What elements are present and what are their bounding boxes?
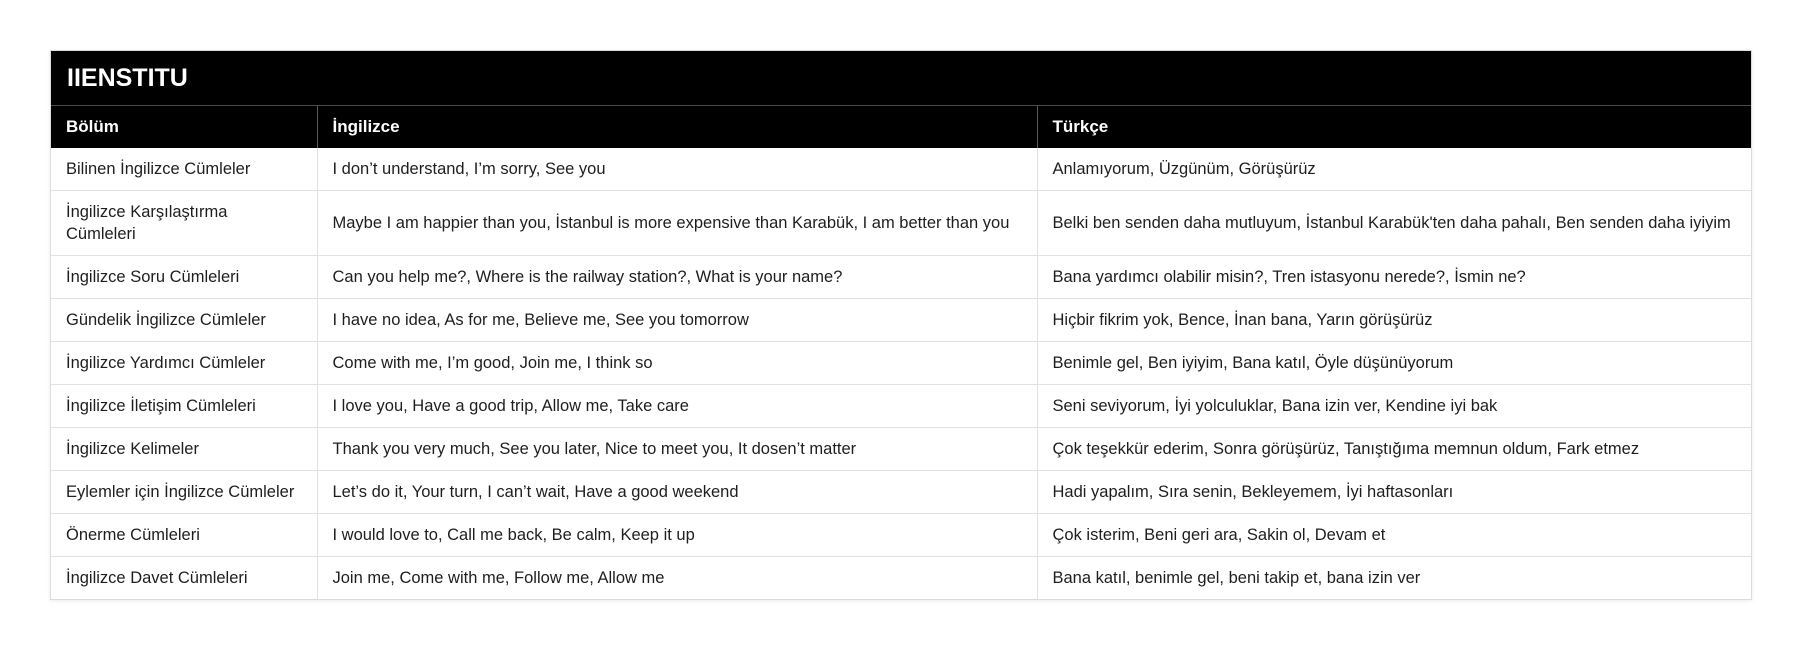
cell-turkish: Bana katıl, benimle gel, beni takip et, bana izin ver — [1037, 557, 1751, 600]
cell-section: Önerme Cümleleri — [51, 514, 317, 557]
cell-section: Bilinen İngilizce Cümleler — [51, 148, 317, 191]
table-row — [51, 191, 1751, 256]
table-row — [51, 256, 1751, 299]
table-row — [51, 299, 1751, 342]
phrases-table — [51, 106, 1751, 599]
cell-english: Thank you very much, See you later, Nice to meet you, It dosen’t matter — [317, 428, 1037, 471]
cell-turkish: Hadi yapalım, Sıra senin, Bekleyemem, İyi haftasonları — [1037, 471, 1751, 514]
table-title: IIENSTITU — [51, 51, 1751, 106]
cell-section: İngilizce Soru Cümleleri — [51, 256, 317, 299]
header-section: Bölüm — [51, 106, 317, 148]
cell-english: I would love to, Call me back, Be calm, Keep it up — [317, 514, 1037, 557]
cell-turkish: Benimle gel, Ben iyiyim, Bana katıl, Öyle düşünüyorum — [1037, 342, 1751, 385]
cell-turkish: Belki ben senden daha mutluyum, İstanbul Karabük'ten daha pahalı, Ben senden daha iyiyim — [1037, 191, 1751, 256]
table-row — [51, 428, 1751, 471]
cell-english: I have no idea, As for me, Believe me, See you tomorrow — [317, 299, 1037, 342]
header-row — [51, 106, 1751, 148]
cell-english: I don’t understand, I’m sorry, See you — [317, 148, 1037, 191]
cell-section: İngilizce Karşılaştırma Cümleleri — [51, 191, 317, 256]
table-row — [51, 514, 1751, 557]
cell-english: Come with me, I’m good, Join me, I think so — [317, 342, 1037, 385]
table-row — [51, 385, 1751, 428]
cell-turkish: Çok teşekkür ederim, Sonra görüşürüz, Tanıştığıma memnun oldum, Fark etmez — [1037, 428, 1751, 471]
cell-turkish: Çok isterim, Beni geri ara, Sakin ol, Devam et — [1037, 514, 1751, 557]
cell-english: I love you, Have a good trip, Allow me, Take care — [317, 385, 1037, 428]
header-turkish: Türkçe — [1037, 106, 1751, 148]
cell-english: Let’s do it, Your turn, I can’t wait, Have a good weekend — [317, 471, 1037, 514]
cell-section: İngilizce Kelimeler — [51, 428, 317, 471]
cell-turkish: Seni seviyorum, İyi yolculuklar, Bana izin ver, Kendine iyi bak — [1037, 385, 1751, 428]
phrases-table-card — [50, 50, 1752, 600]
cell-section: İngilizce Yardımcı Cümleler — [51, 342, 317, 385]
header-english: İngilizce — [317, 106, 1037, 148]
table-row — [51, 148, 1751, 191]
cell-turkish: Hiçbir fikrim yok, Bence, İnan bana, Yarın görüşürüz — [1037, 299, 1751, 342]
cell-english: Join me, Come with me, Follow me, Allow me — [317, 557, 1037, 600]
cell-english: Maybe I am happier than you, İstanbul is more expensive than Karabük, I am better than you — [317, 191, 1037, 256]
cell-turkish: Anlamıyorum, Üzgünüm, Görüşürüz — [1052, 160, 1316, 178]
table-row — [51, 342, 1751, 385]
table-row — [51, 471, 1751, 514]
cell-english: Can you help me?, Where is the railway station?, What is your name? — [317, 256, 1037, 299]
table-row — [51, 557, 1751, 600]
cell-turkish: Bana yardımcı olabilir misin?, Tren istasyonu nerede?, İsmin ne? — [1037, 256, 1751, 299]
cell-section: İngilizce İletişim Cümleleri — [51, 385, 317, 428]
cell-section: İngilizce Davet Cümleleri — [51, 557, 317, 600]
cell-section: Gündelik İngilizce Cümleler — [51, 299, 317, 342]
cell-section: Eylemler için İngilizce Cümleler — [51, 471, 317, 514]
